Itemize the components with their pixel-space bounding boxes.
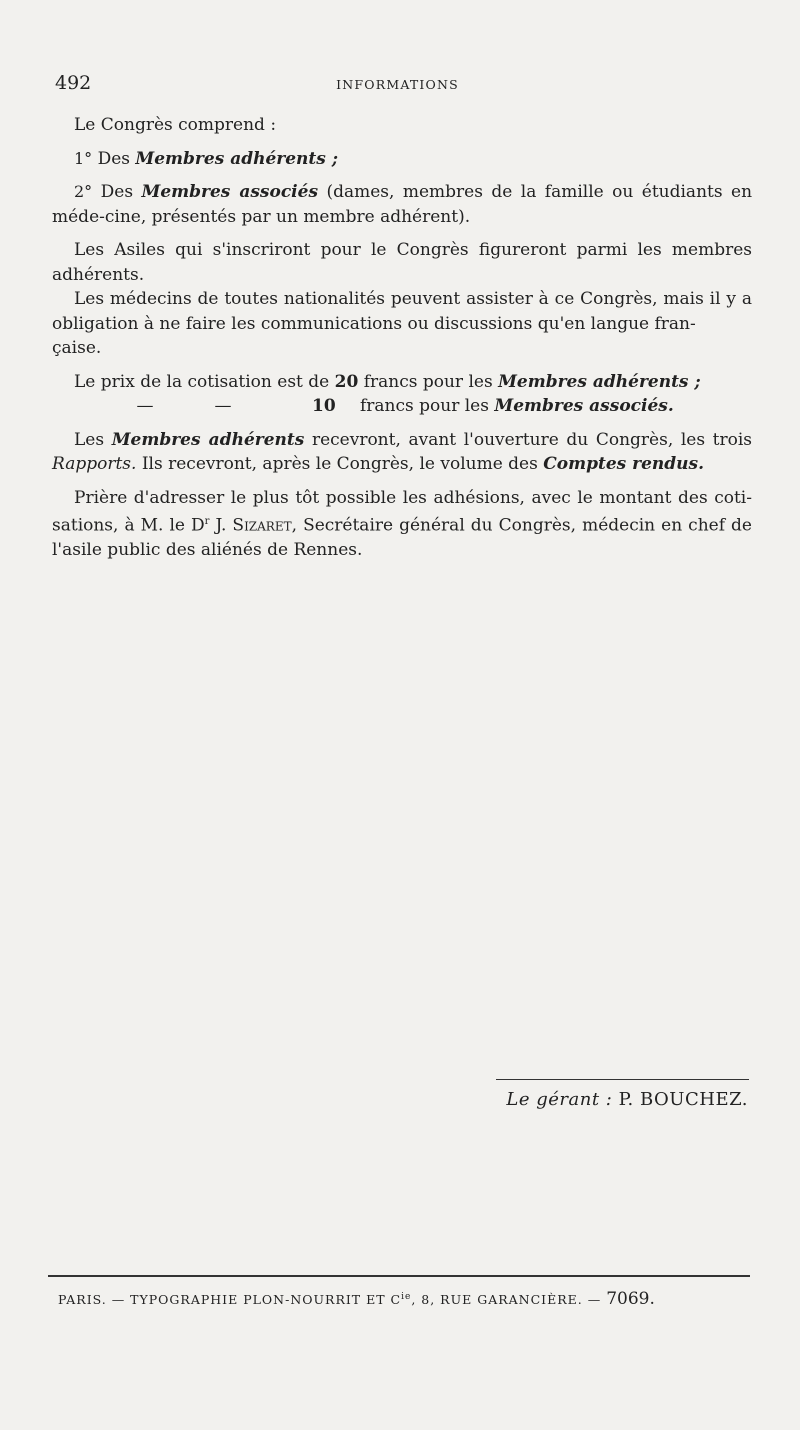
- price-1-term: Membres adhérents ;: [498, 371, 701, 392]
- item-2-number: 2°: [74, 182, 93, 201]
- signature: [506, 1089, 748, 1110]
- intro-paragraph: [52, 113, 752, 138]
- item-2-term: Membres associés: [141, 182, 319, 202]
- rapports-term-comptes: Comptes rendus.: [543, 454, 705, 474]
- item-2-prefix: Des: [100, 182, 134, 202]
- rapports-term-rapports: Rapports.: [52, 454, 137, 474]
- price-2-amount: 10: [312, 396, 336, 416]
- asiles-paragraph: [52, 238, 752, 287]
- price-prefix: Le prix de la cotisation est de: [74, 371, 330, 392]
- item-2: [52, 180, 752, 229]
- intro-text: Le Congrès comprend :: [74, 115, 277, 135]
- rapports-text-2: Ils recevront, après le Congrès, le volume des: [141, 454, 538, 474]
- page-header: [55, 72, 740, 96]
- price-line-1: [52, 370, 752, 395]
- priere-paragraph: [52, 486, 752, 563]
- price-2-term: Membres associés.: [494, 396, 674, 416]
- item-2-description: (dames, membres de la famille ou étudiants en méde-cine, présentés par un membre adhérent).: [52, 182, 753, 227]
- priere-name: Sizaret: [232, 515, 292, 536]
- medecins-text-end: çaise.: [52, 338, 102, 358]
- imprint-number: 7069.: [606, 1289, 655, 1309]
- medecins-paragraph: [52, 287, 752, 361]
- priere-text-end: , Secrétaire général du Congrès, médecin en chef de l'asile public des aliénés de Rennes.: [52, 515, 752, 561]
- footer-rule: [48, 1275, 750, 1277]
- ditto-dash-2: —: [214, 396, 232, 416]
- imprint-address: , 8, RUE GARANCIÈRE. —: [411, 1292, 602, 1307]
- ditto-dash-1: —: [136, 396, 154, 416]
- item-1-term: Membres adhérents ;: [135, 148, 339, 169]
- price-1-amount: 20: [334, 371, 359, 392]
- price-1-text: francs pour les: [363, 371, 493, 392]
- imprint-text: PARIS. — TYPOGRAPHIE PLON-NOURRIT ET C: [58, 1292, 402, 1307]
- item-1-prefix: Des: [97, 148, 131, 169]
- signature-name: P. BOUCHEZ.: [618, 1089, 748, 1110]
- price-2-text: francs pour les: [360, 396, 489, 416]
- priere-text: Prière d'adresser le plus tôt possible les adhésions, avec le montant des coti-sations, à M. le D: [52, 487, 752, 536]
- imprint-superscript: ie: [401, 1291, 412, 1302]
- body-text: [52, 113, 752, 563]
- signature-role: Le gérant :: [506, 1089, 613, 1110]
- rapports-prefix: Les: [74, 429, 105, 450]
- page-number: 492: [55, 72, 92, 94]
- priere-initial: J.: [209, 515, 227, 536]
- priere-superscript: r: [204, 516, 210, 527]
- signature-rule: [496, 1079, 749, 1080]
- rapports-text: recevront, avant l'ouverture du Congrès, les trois: [311, 429, 753, 450]
- rapports-term-members: Membres adhérents: [111, 429, 305, 450]
- rapports-paragraph: [52, 428, 752, 477]
- price-line-2: [52, 394, 752, 419]
- asiles-text: Les Asiles qui s'inscriront pour le Congrès figureront parmi les membres adhérents.: [52, 240, 752, 285]
- item-1: [52, 147, 752, 172]
- running-title: INFORMATIONS: [336, 77, 459, 92]
- printer-imprint: [58, 1289, 655, 1309]
- medecins-text: Les médecins de toutes nationalités peuvent assister à ce Congrès, mais il y a obligation à ne faire les communications ou discussions qu'en langue fran-: [52, 289, 752, 334]
- item-1-number: 1°: [74, 148, 93, 168]
